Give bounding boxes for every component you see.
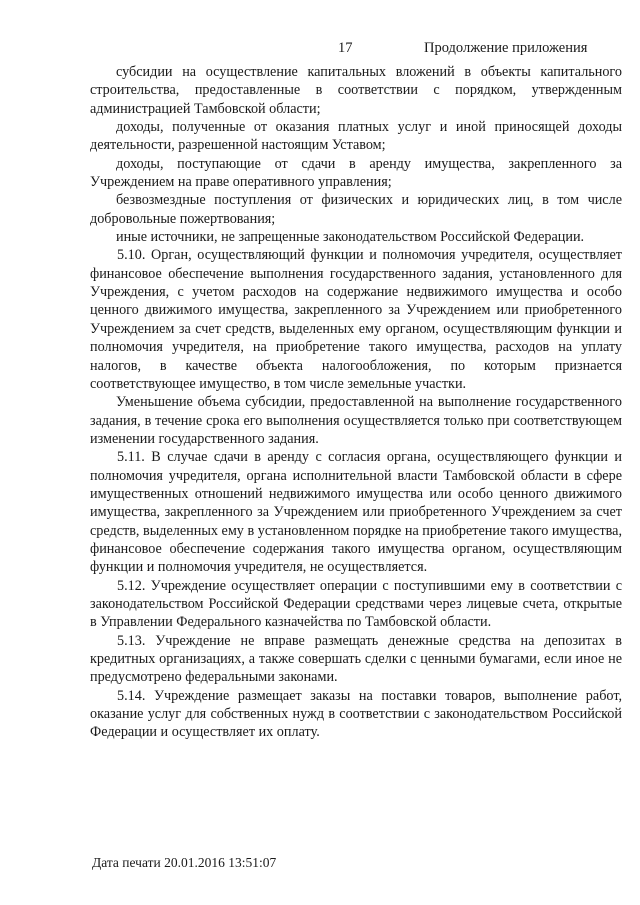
print-date: Дата печати 20.01.2016 13:51:07 bbox=[92, 855, 277, 870]
page-number: 17 bbox=[338, 40, 353, 56]
clause-5-12: 5.12. Учреждение осуществляет операции с поступившими ему в соответствии с законодательством Российской Федерации средствами через лицевые счета, открытые в Управлении Федерального казначейства по Тамбовской области. bbox=[90, 577, 622, 631]
paragraph-income-rent: доходы, поступающие от сдачи в аренду имущества, закрепленного за Учреждением на праве оперативного управления; bbox=[90, 155, 622, 191]
clause-5-13: 5.13. Учреждение не вправе размещать денежные средства на депозитах в кредитных организациях, а также совершать сделки с ценными бумагами, если иное не предусмотрено федеральными законами. bbox=[90, 632, 622, 686]
clause-5-10: 5.10. Орган, осуществляющий функции и полномочия учредителя, осуществляет финансовое обеспечение выполнения государственного задания, установленного для Учреждения, с учетом расходов на содержание недвижимого имущества и особо ценного движимого имущества, закрепленного за Учреждением или приобретенного Учреждением за счет средств, выделенных ему органом, осуществляющим функции и полномочия учредителя, на приобретение такого имущества, расходов на уплату налогов, в качестве объекта налогообложения, по которым признается соответствующее имущество, в том числе земельные участки. bbox=[90, 247, 622, 392]
document-body bbox=[90, 63, 622, 742]
paragraph-other-sources: иные источники, не запрещенные законодательством Российской Федерации. bbox=[116, 229, 585, 246]
paragraph-income-paid-services: доходы, полученные от оказания платных услуг и иной приносящей доходы деятельности, разрешенной настоящим Уставом; bbox=[90, 119, 622, 154]
paragraph-subsidies-capital: субсидии на осуществление капитальных вложений в объекты капитального строительства, предоставленные в соответствии с порядком, утвержденным администрацией Тамбовской области; bbox=[90, 64, 622, 117]
clause-5-14: 5.14. Учреждение размещает заказы на поставки товаров, выполнение работ, оказание услуг для собственных нужд в соответствии с законодательством Российской Федерации и осуществляет их оплату. bbox=[90, 687, 622, 741]
header-continuation-note: Продолжение приложения bbox=[424, 40, 588, 56]
clause-5-11: 5.11. В случае сдачи в аренду с согласия органа, осуществляющего функции и полномочия учредителя, органа исполнительной власти Тамбовской области в сфере имущественных отношений недвижимого имущества или особо ценного движимого имущества, закрепленного за Учреждением или приобретенного Учреждением за счет средств, выделенных ему в установленном порядке на приобретение такого имущества, финансовое обеспечение содержания такого имущества органом, осуществляющим функции и полномочия учредителя, не осуществляется. bbox=[90, 449, 622, 576]
paragraph-subsidy-reduction: Уменьшение объема субсидии, предоставленной на выполнение государственного задания, в течение срока его выполнения осуществляется только при соответствующем изменении государственного задания. bbox=[90, 394, 622, 447]
paragraph-gratuitous-receipts: безвозмездные поступления от физических и юридических лиц, в том числе добровольные пожертвования; bbox=[90, 192, 622, 227]
